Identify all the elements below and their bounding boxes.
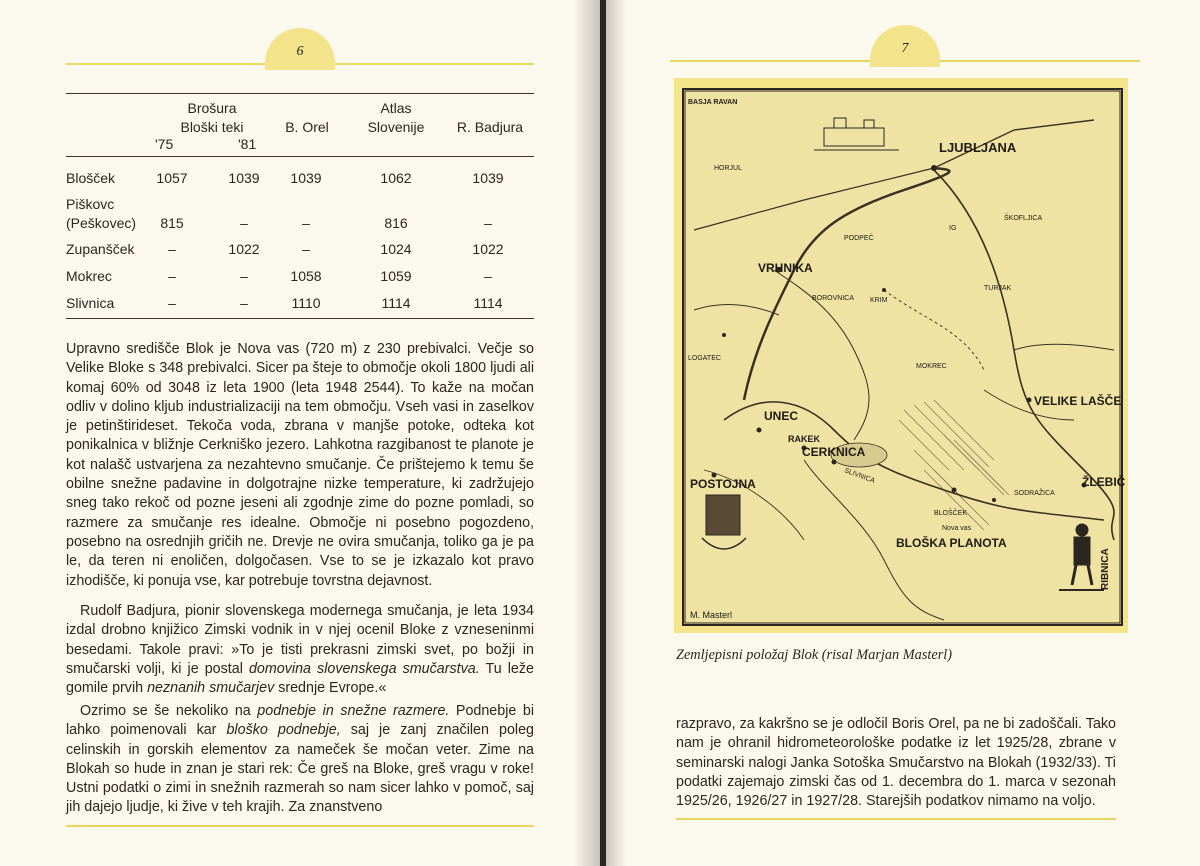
label-bloscek: BLOŠČEK: [934, 510, 968, 517]
label-postojna: POSTOJNA: [690, 477, 756, 491]
label-nova-vas: Nova vas: [942, 525, 972, 532]
badjura-text-2: Tu leže gomile prvih: [66, 660, 534, 697]
cell-81: –: [240, 215, 248, 231]
footer-rule: [66, 825, 534, 827]
cell-81: –: [240, 268, 248, 284]
header-rule-left: [670, 60, 870, 62]
skier-figure: [1059, 524, 1104, 590]
label-ribnica: RIBNICA: [1100, 548, 1111, 590]
page-number: 7: [901, 41, 909, 56]
cell-badjura: 1114: [473, 295, 503, 311]
label-velike-lasce: VELIKE LAŠČE: [1034, 394, 1122, 408]
table-bottom-rule: [66, 318, 534, 319]
monument-sketch: [702, 495, 746, 549]
castle-sketch: [814, 118, 899, 150]
climate-text-3: saj je zanj značilen poleg celinskih in gorskih elementov za nameček še močan veter. Zime na Blokah so hude in znan je stari rek: Če greš na Bloke, greš vragu v roke! Ustni podatki o zimi in snežnih razmerah so nam sicer lahko v pomoč, saj jih dajejo ljudje, ki žive v teh krajih. Za znanstveno: [66, 722, 534, 816]
badjura-text-1: Rudolf Badjura, pionir slovenskega modernega smučanja, je leta 1934 izdal drobno knjižico Zimski vodnik in v njej ocenil Bloke z vzneseninmi besedami. Takole pravi: »To je tisti prekrasni zimski svet, po božji in smučarski volji, ki je postal: [66, 603, 534, 677]
header-badjura: R. Badjura: [456, 119, 524, 135]
paragraph-data-sources: razpravo, za kakršno se je odločil Boris Orel, pa ne bi zadoščali. Tako nam je ohranil hidrometeorološke podatke iz let 1925/28, zbrane v seminarski nalogi Janka Sotoška Smučarstvo na Blokah (1932/33). Ti podatki zajemajo zimski čas od 1. decembra do 1. marca v sezonah 1925/26, 1926/27 in 1927/28. Starejših podatkov nimamo na voljo.: [676, 716, 1116, 810]
cell-badjura: 1039: [472, 170, 504, 186]
label-horjul: HORJUL: [714, 165, 743, 172]
elevation-table: [66, 90, 534, 320]
row-name: Blošček: [66, 170, 116, 186]
cell-75: –: [168, 241, 176, 257]
climate-emphasis-2: bloško podnebje,: [226, 722, 341, 739]
cell-atlas: 816: [384, 215, 408, 231]
label-cerknica: CERKNICA: [802, 445, 866, 459]
cell-orel: –: [302, 215, 310, 231]
bloke-location-map: [682, 88, 1126, 626]
paragraph-blok-overview: Upravno središče Blok je Nova vas (720 m) z 230 prebivalci. Večje so Velike Bloke s 348 prebivalci. Sicer pa šteje to območje okoli 1800 ljudi ali komaj 60% od 3048 iz leta 1900 (leta 1948 2544). To kaže na močan odliv v dolino kljub industrializaciji na tem območju. Vseh vasi in zaselkov je petinštirideset. Tekoča voda, zbrana v manjše potoke, odteka kot ponikalnica v bližnje Cerkniško jezero. Lahkotna razgibanost te planote je kot nalašč ustvarjena za nezahtevno smučanje. Če prištejemo k temu še obilne snežne padavine in dolgotrajne nizke temperature, ki zadržujejo sneg tako rekoč od pozne jeseni ali zgodnje zime do pozne pomladi, so razmere za smučanje res idealne. Območje ni posebno pogozdeno, posebno na osrednjih gričih ne. Drevje ne ovira smučanja, toliko ga je pa le, da teren ni enoličen, dolgočasen. Vse to se je izkazalo kot pravo izhodišče, ki ponuja vse, kar potrebuje tovrstna dejavnost.: [66, 341, 534, 589]
page-number: 6: [296, 44, 304, 59]
footer-rule: [676, 818, 1116, 820]
label-borovnica: BOROVNICA: [812, 295, 855, 302]
table-top-rule: [66, 93, 534, 94]
cell-75: 1057: [156, 170, 188, 186]
row-name: Zupanšček: [66, 241, 135, 257]
climate-text-2: Podnebje bi lahko poimenovali kar: [66, 703, 534, 739]
label-skofljica: ŠKOFLJICA: [1004, 215, 1043, 222]
label-ljubljana: LJUBLJANA: [939, 140, 1017, 155]
badjura-text-3: srednje Evrope.«: [274, 680, 387, 697]
cell-81: 1039: [228, 170, 260, 186]
header-atlas: Atlas: [380, 100, 412, 116]
cell-badjura: –: [484, 268, 492, 284]
climate-emphasis-1: podnebje in snežne razmere.: [257, 703, 450, 719]
map-caption: Zemljepisni položaj Blok (risal Marjan Masterl): [676, 647, 952, 663]
paragraph-climate: [66, 702, 534, 818]
label-unec: UNEC: [764, 409, 799, 423]
page-number-tab: [265, 28, 335, 70]
cell-orel: –: [302, 241, 310, 257]
header-bloski-teki: Bloški teki: [180, 119, 244, 135]
row-name: Piškovc: [66, 196, 115, 212]
header-rule-right: [940, 60, 1140, 62]
label-mokrec: MOKREC: [916, 363, 947, 370]
cell-atlas: 1114: [381, 295, 411, 311]
label-turjak: TURJAK: [984, 285, 1012, 292]
cell-badjura: –: [484, 215, 492, 231]
badjura-emphasis-1: domovina slovenskega smučarstva.: [248, 660, 480, 677]
page-number-tab: [870, 25, 940, 67]
map-drawing: [684, 90, 1126, 624]
table-header-rule: [66, 156, 534, 157]
header-rule-left: [66, 63, 266, 65]
label-slivnica: SLIVNICA: [843, 467, 876, 485]
climate-text-1: Ozrimo se še nekoliko na: [80, 703, 258, 719]
cell-81: 1022: [228, 241, 260, 257]
cell-orel: 1110: [291, 295, 321, 311]
row-name-alt: (Peškovec): [66, 215, 137, 231]
cell-badjura: 1022: [472, 241, 504, 257]
cell-orel: 1039: [290, 170, 322, 186]
label-ig: IG: [949, 225, 957, 232]
label-krim: KRIM: [870, 297, 888, 304]
header-brosura: Brošura: [187, 100, 237, 116]
label-vrhnika: VRHNIKA: [758, 261, 813, 275]
cell-atlas: 1059: [380, 268, 412, 284]
label-zlebic: ŽLEBIČ: [1082, 475, 1126, 489]
row-name: Slivnica: [66, 295, 115, 311]
header-slovenije: Slovenije: [367, 119, 425, 135]
cell-75: –: [168, 295, 176, 311]
row-name: Mokrec: [66, 268, 112, 284]
cell-75: 815: [160, 215, 184, 231]
cell-atlas: 1062: [380, 170, 412, 186]
header-year-75: '75: [155, 136, 174, 152]
paragraph-badjura: [66, 602, 534, 698]
label-podpec: PODPEČ: [844, 235, 874, 242]
label-top-left: BASJA RAVAN: [688, 99, 738, 106]
cell-75: –: [168, 268, 176, 284]
label-sodrazica: SODRAŽICA: [1014, 490, 1055, 497]
header-year-81: '81: [238, 136, 257, 152]
cell-81: –: [240, 295, 248, 311]
label-masterl: M. Masterl: [690, 610, 733, 620]
cell-atlas: 1024: [380, 241, 412, 257]
label-bloska-planota: BLOŠKA PLANOTA: [896, 536, 1007, 550]
label-rakek: RAKEK: [788, 434, 821, 444]
header-orel: B. Orel: [285, 119, 329, 135]
badjura-emphasis-2: neznanih smučarjev: [147, 680, 275, 697]
header-rule-right: [334, 63, 534, 65]
cell-orel: 1058: [290, 268, 322, 284]
label-logatec: LOGATEC: [688, 355, 721, 362]
